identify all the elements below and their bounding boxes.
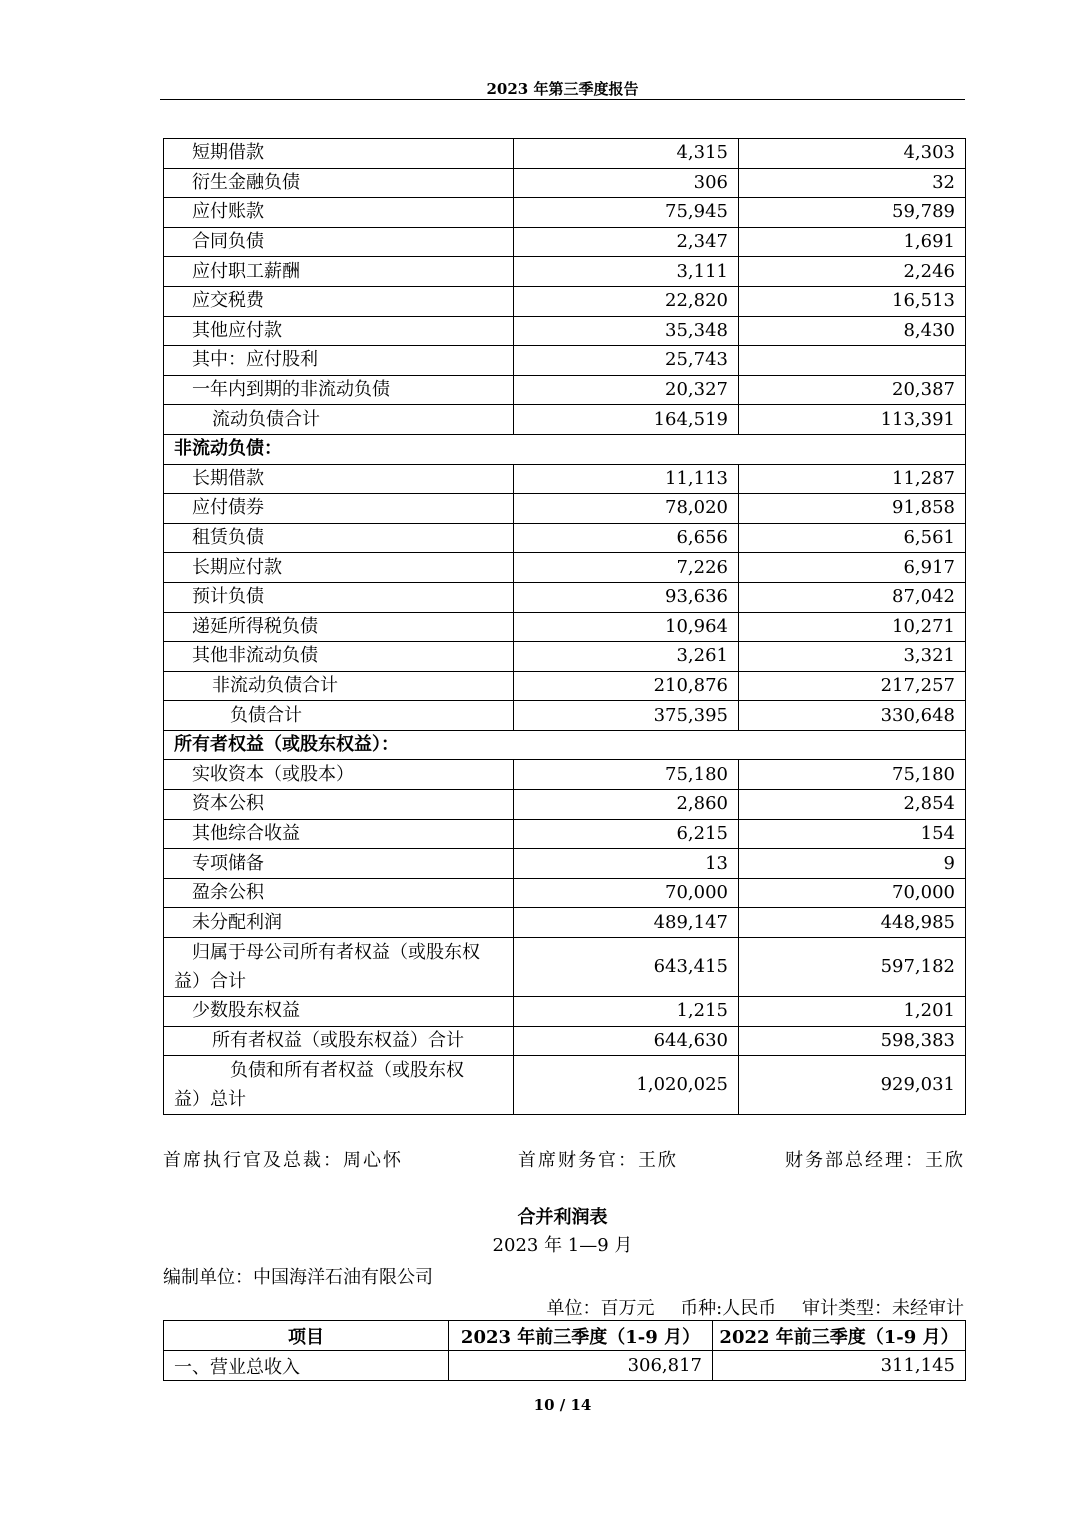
section-header-row xyxy=(164,730,966,760)
income-statement-period: 2023 年 1—9 月 xyxy=(492,1235,633,1256)
row-value-prior: 8,430 xyxy=(739,316,966,346)
row-label: 其他非流动负债 xyxy=(164,642,514,672)
row-value-prior: 32 xyxy=(739,168,966,198)
row-value-current: 13 xyxy=(514,849,739,879)
row-value-current: 210,876 xyxy=(514,671,739,701)
row-value-prior: 11,287 xyxy=(739,464,966,494)
row-value-current: 11,113 xyxy=(514,464,739,494)
row-label: 非流动负债合计 xyxy=(164,671,514,701)
statement-meta xyxy=(526,1294,964,1320)
row-label-line2: 益）合计 xyxy=(174,971,246,993)
row-value-current: 35,348 xyxy=(514,316,739,346)
row-label: 递延所得税负债 xyxy=(164,612,514,642)
row-value-current: 644,630 xyxy=(514,1026,739,1056)
row-value-prior: 113,391 xyxy=(739,405,966,435)
table-row xyxy=(164,139,966,169)
audit-type-label: 审计类型：未经审计 xyxy=(802,1298,964,1319)
row-value-current: 2,860 xyxy=(514,790,739,820)
row-value-prior: 2,246 xyxy=(739,257,966,287)
row-value-prior: 70,000 xyxy=(739,878,966,908)
table-row xyxy=(164,494,966,524)
row-value-prior: 598,383 xyxy=(739,1026,966,1056)
row-label-line2: 益）总计 xyxy=(174,1089,246,1111)
row-value-prior: 6,917 xyxy=(739,553,966,583)
page-number: 10 / 14 xyxy=(533,1396,592,1414)
row-label-line1: 负债和所有者权益（或股东权 xyxy=(230,1060,464,1082)
table-row xyxy=(164,523,966,553)
header-divider xyxy=(160,99,965,100)
row-label: 预计负债 xyxy=(164,582,514,612)
row-value-current: 93,636 xyxy=(514,582,739,612)
column-header-current: 2023 年前三季度（1-9 月） xyxy=(449,1321,713,1351)
row-value-prior: 448,985 xyxy=(739,908,966,938)
row-label: 一年内到期的非流动负债 xyxy=(164,375,514,405)
finance-manager-signature: 财务部总经理：王欣 xyxy=(785,1150,965,1171)
row-label: 其他应付款 xyxy=(164,316,514,346)
ceo-signature: 首席执行官及总裁：周心怀 xyxy=(163,1150,403,1171)
row-label xyxy=(164,1056,514,1115)
row-label: 其中：应付股利 xyxy=(164,346,514,376)
row-label: 盈余公积 xyxy=(164,878,514,908)
row-value-prior: 1,691 xyxy=(739,227,966,257)
table-row xyxy=(164,198,966,228)
row-value-current: 1,215 xyxy=(514,997,739,1027)
row-value-prior: 154 xyxy=(739,819,966,849)
unit-label: 单位：百万元 xyxy=(546,1298,655,1319)
row-value-current: 78,020 xyxy=(514,494,739,524)
table-row xyxy=(164,701,966,731)
column-header-item: 项目 xyxy=(164,1321,449,1351)
row-value-current: 70,000 xyxy=(514,878,739,908)
row-value-prior: 3,321 xyxy=(739,642,966,672)
row-value-prior: 4,303 xyxy=(739,139,966,169)
row-label: 未分配利润 xyxy=(164,908,514,938)
row-value-current: 643,415 xyxy=(514,938,739,997)
table-row xyxy=(164,849,966,879)
table-row xyxy=(164,405,966,435)
table-row xyxy=(164,286,966,316)
income-statement-title: 合并利润表 xyxy=(517,1207,608,1228)
row-value-prior: 929,031 xyxy=(739,1056,966,1115)
table-row xyxy=(164,553,966,583)
table-row xyxy=(164,582,966,612)
table-row xyxy=(164,819,966,849)
table-row xyxy=(164,671,966,701)
row-label: 流动负债合计 xyxy=(164,405,514,435)
section-label: 非流动负债： xyxy=(164,434,966,464)
column-header-prior: 2022 年前三季度（1-9 月） xyxy=(713,1321,966,1351)
table-row xyxy=(164,346,966,376)
row-value-prior: 217,257 xyxy=(739,671,966,701)
row-value-current: 3,261 xyxy=(514,642,739,672)
row-value-current: 75,945 xyxy=(514,198,739,228)
row-value-prior xyxy=(739,346,966,376)
row-value-current: 3,111 xyxy=(514,257,739,287)
table-row xyxy=(164,464,966,494)
row-value-current: 306,817 xyxy=(449,1351,713,1381)
row-label: 所有者权益（或股东权益）合计 xyxy=(164,1026,514,1056)
row-value-current: 4,315 xyxy=(514,139,739,169)
table-row xyxy=(164,168,966,198)
row-value-current: 75,180 xyxy=(514,760,739,790)
row-value-prior: 9 xyxy=(739,849,966,879)
row-value-prior: 1,201 xyxy=(739,997,966,1027)
row-value-current: 25,743 xyxy=(514,346,739,376)
row-value-prior: 597,182 xyxy=(739,938,966,997)
row-value-prior: 2,854 xyxy=(739,790,966,820)
row-label: 短期借款 xyxy=(164,139,514,169)
preparing-entity: 编制单位：中国海洋石油有限公司 xyxy=(163,1267,433,1288)
row-value-prior: 6,561 xyxy=(739,523,966,553)
table-row xyxy=(164,938,966,997)
table-row xyxy=(164,790,966,820)
section-label: 所有者权益（或股东权益）： xyxy=(164,730,966,760)
row-value-current: 20,327 xyxy=(514,375,739,405)
row-label: 合同负债 xyxy=(164,227,514,257)
row-label-line1: 归属于母公司所有者权益（或股东权 xyxy=(192,942,480,964)
row-value-prior: 16,513 xyxy=(739,286,966,316)
row-value-prior: 10,271 xyxy=(739,612,966,642)
row-label: 一、营业总收入 xyxy=(164,1351,449,1381)
cfo-signature: 首席财务官：王欣 xyxy=(518,1150,678,1171)
row-value-prior: 311,145 xyxy=(713,1351,966,1381)
row-label: 长期借款 xyxy=(164,464,514,494)
table-row xyxy=(164,316,966,346)
row-value-current: 375,395 xyxy=(514,701,739,731)
row-label: 长期应付款 xyxy=(164,553,514,583)
row-label: 租赁负债 xyxy=(164,523,514,553)
row-label: 应付债券 xyxy=(164,494,514,524)
row-value-current: 164,519 xyxy=(514,405,739,435)
table-row xyxy=(164,642,966,672)
table-row xyxy=(164,257,966,287)
row-value-prior: 20,387 xyxy=(739,375,966,405)
row-value-current: 2,347 xyxy=(514,227,739,257)
row-label: 专项储备 xyxy=(164,849,514,879)
row-value-current: 489,147 xyxy=(514,908,739,938)
table-row xyxy=(164,997,966,1027)
income-statement-table xyxy=(163,1320,966,1381)
row-label xyxy=(164,938,514,997)
table-row xyxy=(164,375,966,405)
row-label: 其他综合收益 xyxy=(164,819,514,849)
row-label: 资本公积 xyxy=(164,790,514,820)
row-label: 应交税费 xyxy=(164,286,514,316)
row-value-current: 306 xyxy=(514,168,739,198)
row-value-current: 22,820 xyxy=(514,286,739,316)
row-value-current: 10,964 xyxy=(514,612,739,642)
table-row xyxy=(164,1351,966,1381)
row-label: 应付账款 xyxy=(164,198,514,228)
table-row xyxy=(164,1026,966,1056)
page-header-title: 2023 年第三季度报告 xyxy=(486,80,639,98)
table-row xyxy=(164,908,966,938)
row-value-current: 1,020,025 xyxy=(514,1056,739,1115)
balance-sheet-table xyxy=(163,138,966,1115)
row-value-prior: 87,042 xyxy=(739,582,966,612)
currency-label: 币种:人民币 xyxy=(680,1298,777,1319)
row-value-prior: 91,858 xyxy=(739,494,966,524)
row-label: 负债合计 xyxy=(164,701,514,731)
table-row xyxy=(164,1056,966,1115)
row-value-current: 6,656 xyxy=(514,523,739,553)
row-label: 少数股东权益 xyxy=(164,997,514,1027)
table-header-row xyxy=(164,1321,966,1351)
table-row xyxy=(164,878,966,908)
table-row xyxy=(164,760,966,790)
section-header-row xyxy=(164,434,966,464)
table-row xyxy=(164,612,966,642)
row-value-current: 7,226 xyxy=(514,553,739,583)
row-label: 应付职工薪酬 xyxy=(164,257,514,287)
row-value-current: 6,215 xyxy=(514,819,739,849)
row-label: 实收资本（或股本） xyxy=(164,760,514,790)
row-value-prior: 75,180 xyxy=(739,760,966,790)
row-label: 衍生金融负债 xyxy=(164,168,514,198)
row-value-prior: 59,789 xyxy=(739,198,966,228)
table-row xyxy=(164,227,966,257)
row-value-prior: 330,648 xyxy=(739,701,966,731)
